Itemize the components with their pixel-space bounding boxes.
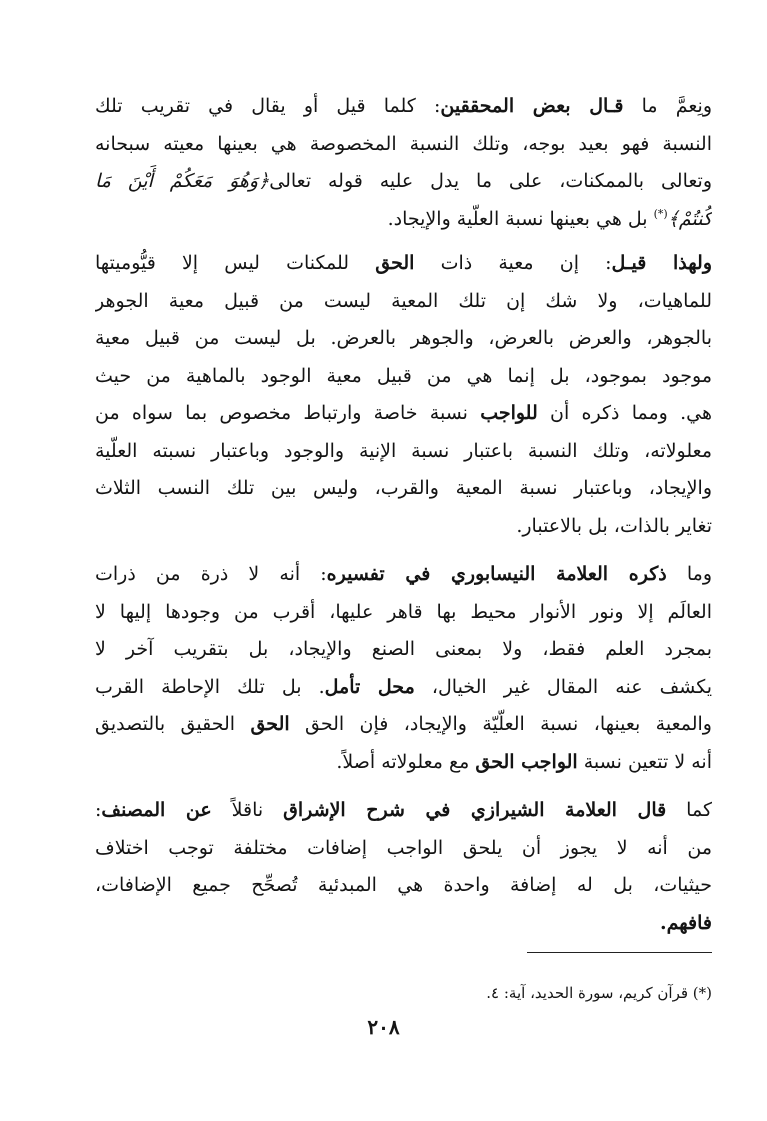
text-run: (*): [653, 207, 668, 221]
text-run: : إن معية ذات: [414, 252, 612, 274]
text-run: للماهيات، ولا شك إن تلك المعية ليست من قبيل معية الجوهر: [95, 289, 712, 312]
paragraph-4: [95, 792, 712, 942]
footnote: (*) قرآن كريم، سورة الحديد، آية: ٤.: [486, 984, 712, 1002]
text-run: العالَم إلا ونور الأنوار محيط بها قاهر عليها، أقرب من وجودها إليها لا: [95, 600, 712, 623]
text-run: بالجوهر، والعرض بالعرض، والجوهر بالعرض. بل ليست من قبيل معية: [95, 327, 712, 349]
text-run: وتعالى بالممكنات، على ما يدل عليه قوله تعالى: [269, 170, 712, 192]
text-run: حيثيات، بل له إضافة واحدة هي المبدئية تُصحِّح جميع الإضافات،: [95, 874, 712, 896]
text-run: النسبة فهو بعيد بوجه، وتلك النسبة المخصوصة هي بعينها معيته سبحانه: [95, 132, 712, 155]
text-run: ونِعمَّ ما: [623, 95, 712, 117]
text-line: [95, 470, 712, 508]
text-run: : أنه لا ذرة من ذرات: [95, 563, 327, 585]
text-run: والمعية بعينها، نسبة العلّيّة والإيجاد، فإن الحق: [289, 713, 712, 735]
text-run: معلولاته، وتلك النسبة باعتبار نسبة الإنية والوجود وباعتبار نسبته العلّية: [95, 439, 712, 462]
text-run: الحقيق بالتصديق: [95, 713, 251, 735]
text-line: [95, 744, 712, 782]
text-line: [95, 830, 712, 868]
text-run: كُنتُمْ﴾: [667, 207, 712, 230]
text-line: [95, 631, 712, 669]
text-line: [95, 245, 712, 283]
text-run: الحق: [250, 713, 290, 735]
text-line: [95, 508, 712, 546]
text-run: مع معلولاته أصلاً.: [336, 750, 476, 773]
text-run: للمكنات ليس إلا قيُّوميتها: [95, 252, 376, 274]
paragraph-3: [95, 556, 712, 781]
text-line: [95, 320, 712, 358]
text-run: نسبة خاصة وارتباط مخصوص بما سواه من: [95, 402, 481, 424]
text-run: أنه لا تتعين نسبة: [577, 750, 712, 773]
text-run: :: [95, 799, 102, 821]
text-run: عن المصنف: [101, 799, 212, 821]
text-line: [95, 201, 712, 239]
text-run: ولهذا قيـل: [611, 252, 712, 274]
text-run: للواجب: [480, 402, 538, 424]
text-run: : كلما قيل أو يقال في تقريب تلك: [95, 95, 441, 117]
text-run: ناقلاً: [211, 799, 284, 821]
text-run: بمجرد العلم فقط، ولا بمعنى الصنع والإيجاد، بل بتقريب آخر لا: [95, 638, 712, 660]
text-run: موجود بموجود، بل إنما هي من قبيل معية الوجود بالماهية من حيث: [95, 364, 712, 387]
text-run: تغاير بالذات، بل بالاعتبار.: [516, 514, 712, 537]
text-line: [95, 556, 712, 594]
paragraph-1: [95, 88, 712, 238]
text-run: كما: [666, 799, 712, 821]
text-line: [95, 669, 712, 707]
text-line: [95, 905, 712, 943]
footnote-divider: [527, 952, 712, 953]
text-run: الحق: [375, 252, 415, 274]
text-line: [95, 594, 712, 632]
text-line: [95, 283, 712, 321]
text-run: محل تأمل: [324, 675, 415, 698]
text-run: يكشف عنه المقال غير الخيال،: [414, 675, 712, 698]
text-run: ﴿وَهُوَ مَعَكُمْ أَيْنَ مَا: [95, 170, 270, 192]
text-run: . بل تلك الإحاطة القرب: [95, 675, 325, 698]
text-run: فافهم.: [660, 911, 712, 934]
text-line: [95, 706, 712, 744]
text-line: [95, 126, 712, 164]
text-run: قال العلامة الشيرازي في شرح الإشراق: [283, 799, 667, 821]
text-line: [95, 163, 712, 201]
text-run: الواجب الحق: [475, 750, 578, 773]
text-run: بل هي بعينها نسبة العلّية والإيجاد.: [387, 207, 654, 230]
text-line: [95, 433, 712, 471]
text-line: [95, 395, 712, 433]
text-run: والإيجاد، وباعتبار نسبة المعية والقرب، وليس بين تلك النسب الثلاث: [95, 477, 712, 499]
text-run: وما: [666, 563, 712, 585]
text-run: من أنه لا يجوز أن يلحق الواجب إضافات مختلفة توجب اختلاف: [95, 836, 712, 859]
text-run: قـال بعض المحققين: [440, 95, 624, 117]
text-line: [95, 792, 712, 830]
text-line: [95, 358, 712, 396]
text-run: هي. ومما ذكره أن: [537, 402, 712, 424]
page-number: ٢٠٨: [367, 1015, 400, 1039]
text-line: [95, 867, 712, 905]
text-line: [95, 88, 712, 126]
text-run: ذكره العلامة النيسابوري في تفسيره: [326, 563, 667, 585]
paragraph-2: [95, 245, 712, 545]
